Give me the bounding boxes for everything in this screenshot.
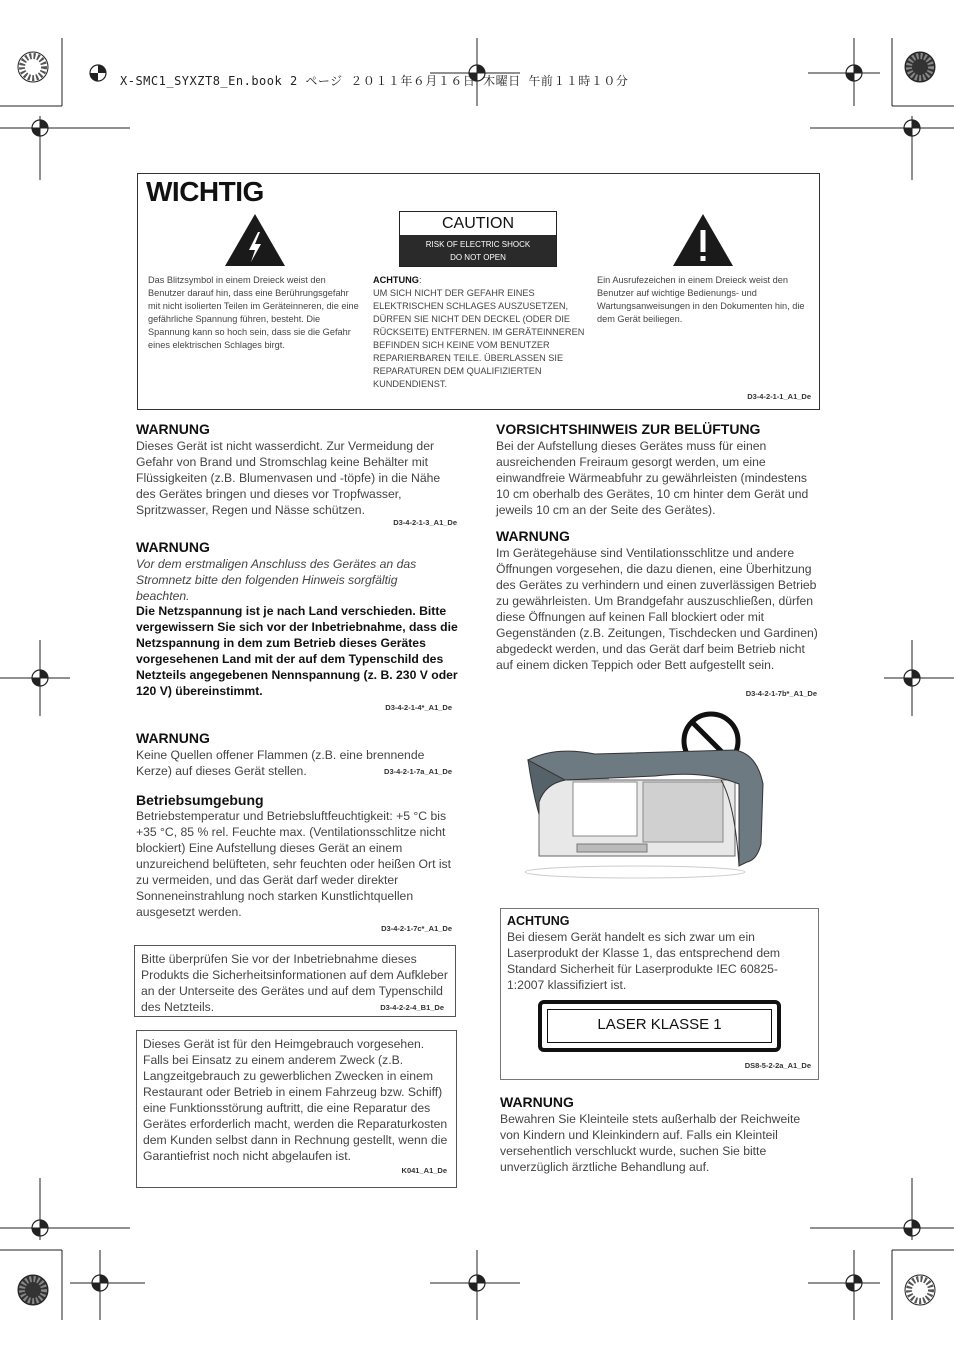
section-heading: WARNUNG xyxy=(496,528,570,544)
doc-code: DS8-5-2-2a_A1_De xyxy=(744,1061,811,1070)
page-title: WICHTIG xyxy=(146,176,264,207)
section-heading: WARNUNG xyxy=(136,539,210,555)
section-italic-text: Vor dem erstmaligen Anschluss des Gerätes an das Stromnetz bitte den folgenden Hinweis sorgfältig beachten. xyxy=(136,557,417,603)
caution-explanation-text: UM SICH NICHT DER GEFAHR EINES ELEKTRISCHEN SCHLAGES AUSZUSETZEN, DÜRFEN SIE NICHT DEN DECKEL (ODER DIE RÜCKSEITE) ENTFERNEN. IM GERÄTEINNEREN BEFINDEN SICH KEINE VOM BENUTZER REPARIERBAREN TEILE. ÜBERLASSEN SIE REPARATUREN DEM QUALIFIZIERTEN KUNDENDIENST. xyxy=(373,288,585,389)
section-heading: WARNUNG xyxy=(500,1094,574,1110)
lightning-warning-icon xyxy=(223,212,287,268)
section-text: Dieses Gerät ist nicht wasserdicht. Zur Vermeidung der Gefahr von Brand und Stromschlag keine Behälter mit Flüssigkeiten (z.B. Blumenvasen und -töpfe) in die Nähe des Gerätes bringen und dieses vor Tropfwasser, Spritzwasser, Regen und Nässe schützen. xyxy=(136,439,441,517)
section-heading: VORSICHTSHINWEIS ZUR BELÜFTUNG xyxy=(496,421,761,437)
doc-code: D3-4-2-1-3_A1_De xyxy=(393,518,457,527)
section-heading: Betriebsumgebung xyxy=(136,792,264,808)
caution-subtext xyxy=(400,235,556,266)
caution-label xyxy=(399,211,557,267)
section-bold-text: Die Netzspannung ist je nach Land verschieden. Bitte vergewissern Sie sich vor der Inbetriebnahme, dass die Netzspannung in dem zum Betrieb dieses Gerätes vorgesehenen Land mit der auf dem Typenschild des Netzteils angegebenen Nennspannung (z. B. 230 V oder 120 V) übereinstimmt. xyxy=(136,604,458,698)
caution-title: CAUTION xyxy=(400,212,556,235)
section-text: Bei der Aufstellung dieses Gerätes muss für einen ausreichenden Freiraum gesorgt werden, um eine einwandfreie Wärmeabfuhr zu gewährleisten (mindestens 10 cm oberhalb des Gerätes, 10 cm hinter dem Gerät und jeweils 10 cm an der Seite des Gerätes). xyxy=(496,439,809,517)
laser-text: Bei diesem Gerät handelt es sich zwar um ein Laserprodukt der Klasse 1, das entsprechend dem Standard Sicherheit für Laserprodukte IEC 60825-1:2007 klassifiziert ist. xyxy=(507,930,781,992)
doc-code: D3-4-2-1-1_A1_De xyxy=(747,392,811,401)
doc-code: D3-4-2-1-7a_A1_De xyxy=(384,767,452,776)
section-heading: WARNUNG xyxy=(136,421,210,437)
doc-code: D3-4-2-1-4*_A1_De xyxy=(385,703,452,712)
laser-class-label xyxy=(538,1000,781,1052)
notice-text: Bitte überprüfen Sie vor der Inbetriebnahme dieses Produkts die Sicherheitsinformationen auf dem Aufkleber an der Unterseite des Gerätes und auf dem Typenschild des Netzteils. xyxy=(141,952,448,1014)
caution-sub-line-2: DO NOT OPEN xyxy=(450,253,506,262)
caution-explanation-colon: : xyxy=(418,275,422,285)
section-text: Im Gerätegehäuse sind Ventilationsschlitze und andere Öffnungen vorgesehen, die dazu dienen, eine Überhitzung des Gerätes zu verhindern und einen zuverlässigen Betrieb zu gewährleisten. Um Brandgefahr auszuschließen, dürfen diese Öffnungen auf keinen Fall blockiert oder mit Gegenständen (z.B. Zeitungen, Tischdecken und Gardinen) abgedeckt werden, und das Gerät darf beim Betrieb nicht auf einem dicken Teppich oder Bett aufgestellt sein. xyxy=(496,546,818,672)
section-text: Betriebstemperatur und Betriebsluftfeuchtigkeit: +5 °C bis +35 °C, 85 % rel. Feuchte max. (Ventilationsschlitze nicht blockiert) Eine Aufstellung dieses Gerät an einem unzureichend belüfteten, sehr feuchten oder heißen Ort ist zu vermeiden, und das Gerät darf weder direkter Sonneneinstrahlung noch starken Kunstlichtquellen ausgesetzt werden. xyxy=(136,809,452,919)
file-header-line: X-SMC1_SYXZT8_En.book 2 ページ ２０１１年６月１６日 木曜日 午前１１時１０分 xyxy=(120,74,629,88)
doc-code: D3-4-2-2-4_B1_De xyxy=(380,1003,444,1012)
covered-device-illustration xyxy=(525,684,770,884)
doc-code: K041_A1_De xyxy=(401,1166,447,1175)
caution-sub-line-1: RISK OF ELECTRIC SHOCK xyxy=(425,240,531,249)
section-text: Bewahren Sie Kleinteile stets außerhalb der Reichweite von Kindern und Kleinkindern auf. Falls ein Kleinteil versehentlich verschluckt wurde, suchen Sie bitte unverzüglich ärztliche Behandlung auf. xyxy=(500,1112,801,1174)
doc-code: D3-4-2-1-7c*_A1_De xyxy=(381,924,452,933)
exclamation-explanation: Ein Ausrufezeichen in einem Dreieck weist den Benutzer auf wichtige Bedienungs- und Wartungsanweisungen in den Dokumenten hin, die dem Gerät beiliegen. xyxy=(597,275,805,324)
exclamation-warning-icon xyxy=(671,212,735,268)
laser-class-text: LASER KLASSE 1 xyxy=(547,1009,772,1043)
doc-code: D3-4-2-1-7b*_A1_De xyxy=(745,689,817,698)
section-heading: WARNUNG xyxy=(136,730,210,746)
caution-explanation xyxy=(373,274,585,391)
section-text: Keine Quellen offener Flammen (z.B. eine brennende Kerze) auf dieses Gerät stellen. xyxy=(136,748,425,778)
caution-explanation-heading: ACHTUNG xyxy=(373,275,419,285)
laser-heading: ACHTUNG xyxy=(507,914,570,928)
notice-text: Dieses Gerät ist für den Heimgebrauch vorgesehen. Falls bei Einsatz zu einem anderem Zweck (z.B. Langzeitgebrauch zu gewerblichen Zwecken in einem Restaurant oder Betrieb in einem Fahrzeug bzw. Schiff) eine Funktionsstörung auftritt, die eine Reparatur des Gerätes erforderlich macht, werden die Reparaturkosten dem Kunden selbst dann in Rechnung gestellt, wenn die Garantiefrist noch nicht abgelaufen ist. xyxy=(143,1037,448,1163)
lightning-explanation: Das Blitzsymbol in einem Dreieck weist den Benutzer darauf hin, dass eine Berührungsgefahr mit nicht isolierten Teilen im Geräteinneren, die eine gefährliche Spannung führen, besteht. Die Spannung kann so hoch sein, dass sie die Gefahr eines elektrischen Schlages birgt. xyxy=(148,275,359,350)
